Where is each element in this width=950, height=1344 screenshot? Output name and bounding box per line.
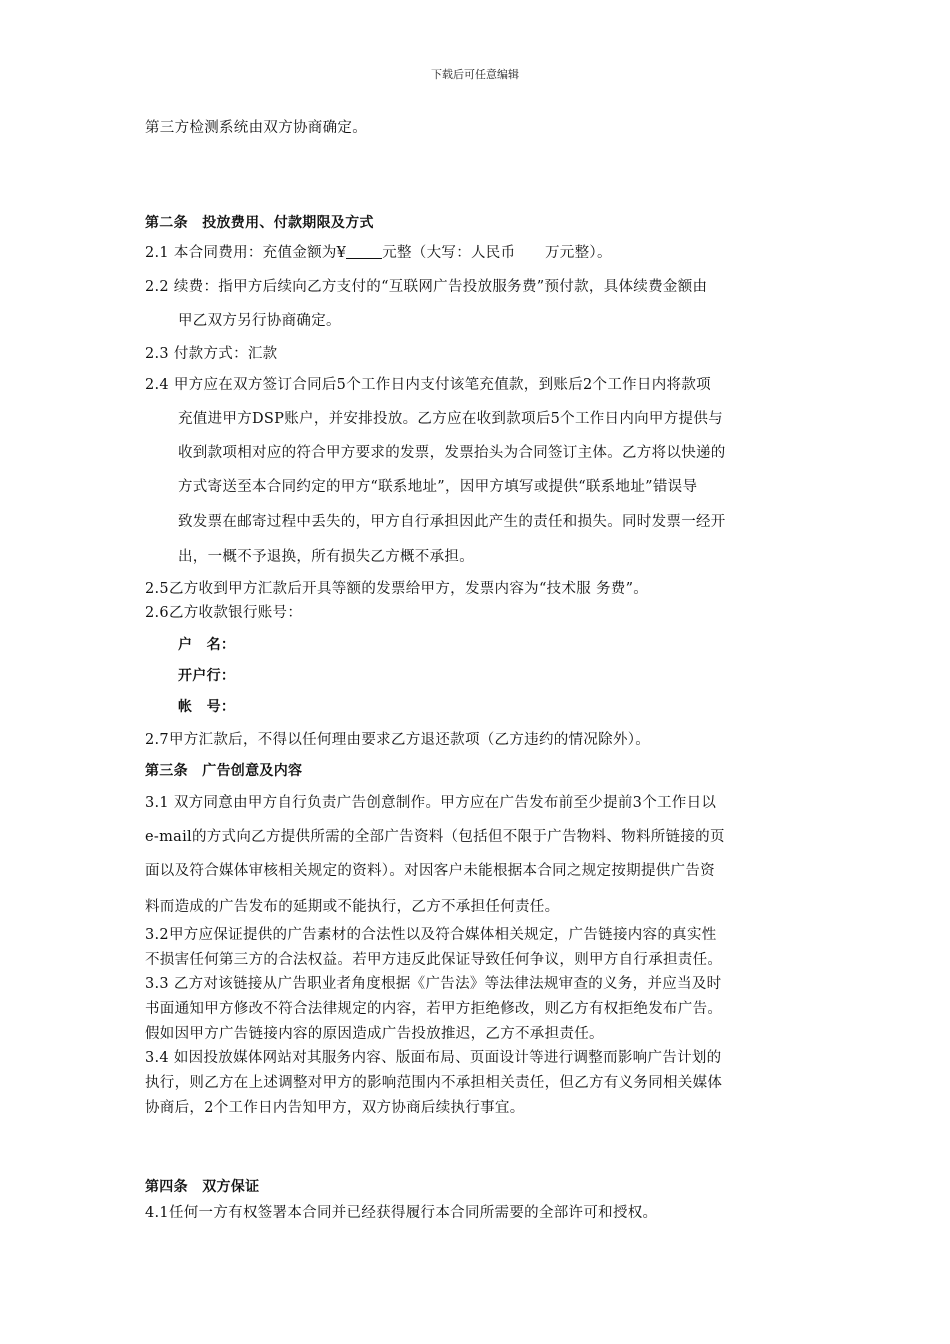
article-4-heading: 第四条 双方保证: [145, 1179, 260, 1195]
article-2-heading: 第二条 投放费用、付款期限及方式: [145, 215, 374, 231]
clause-2-4-line: 2.4 甲方应在双方签订合同后5个工作日内支付该笔充值款，到账后2个工作日内将款项: [145, 377, 711, 393]
clause-2-5: 2.5乙方收到甲方汇款后开具等额的发票给甲方，发票内容为“技术服 务费”。: [145, 581, 649, 597]
bank-name-label: 开户行：: [178, 668, 236, 684]
clause-4-1: 4.1任何一方有权签署本合同并已经获得履行本合同所需要的全部许可和授权。: [145, 1205, 658, 1221]
clause-3-4-line: 3.4 如因投放媒体网站对其服务内容、版面布局、页面设计等进行调整而影响广告计划的: [145, 1050, 722, 1066]
clause-3-2-line: 3.2甲方应保证提供的广告素材的合法性以及符合媒体相关规定，广告链接内容的真实性: [145, 927, 717, 943]
clause-2-4-line: 致发票在邮寄过程中丢失的，甲方自行承担因此产生的责任和损失。同时发票一经开: [178, 514, 726, 530]
clause-3-3-line: 书面通知甲方修改不符合法律规定的内容，若甲方拒绝修改，则乙方有权拒绝发布广告。: [145, 1001, 723, 1017]
clause-3-2-line: 不损害任何第三方的合法权益。若甲方违反此保证导致任何争议，则甲方自行承担责任。: [145, 952, 723, 968]
clause-3-3-line: 3.3 乙方对该链接从广告职业者角度根据《广告法》等法律法规审查的义务，并应当及时: [145, 976, 722, 992]
clause-3-1-line: 3.1 双方同意由甲方自行负责广告创意制作。甲方应在广告发布前至少提前3个工作日以: [145, 795, 717, 811]
clause-3-4-line: 执行，则乙方在上述调整对甲方的影响范围内不承担相关责任，但乙方有义务同相关媒体: [145, 1075, 723, 1091]
clause-2-1-pre: 2.1 本合同费用：充值金额为¥: [145, 245, 347, 261]
clause-2-6: 2.6乙方收款银行账号：: [145, 605, 303, 621]
intro-text: 第三方检测系统由双方协商确定。: [145, 120, 367, 136]
bank-account-name-label: 户 名：: [178, 637, 236, 653]
clause-2-1: [145, 243, 810, 263]
clause-2-7: 2.7甲方汇款后，不得以任何理由要求乙方退还款项（乙方违约的情况除外）。: [145, 732, 651, 748]
clause-3-3-line: 假如因甲方广告链接内容的原因造成广告投放推迟，乙方不承担责任。: [145, 1026, 604, 1042]
clause-3-1-line: e-mail的方式向乙方提供所需的全部广告资料（包括但不限于广告物料、物料所链接的页: [145, 829, 725, 845]
clause-2-4-line: 方式寄送至本合同约定的甲方“联系地址”，因甲方填写或提供“联系地址”错误导: [178, 479, 698, 495]
article-3-heading: 第三条 广告创意及内容: [145, 763, 303, 779]
clause-3-1-line: 面以及符合媒体审核相关规定的资料）。对因客户未能根据本合同之规定按期提供广告资: [145, 863, 715, 879]
clause-2-2-line: 2.2 续费：指甲方后续向乙方支付的“互联网广告投放服务费”预付款，具体续费金额由: [145, 279, 708, 295]
clause-2-4-line: 收到款项相对应的符合甲方要求的发票，发票抬头为合同签订主体。乙方将以快递的: [178, 445, 726, 461]
clause-2-4-line: 充值进甲方DSP账户，并安排投放。乙方应在收到款项后5个工作日内向甲方提供与: [178, 411, 723, 427]
clause-3-4-line: 协商后，2个工作日内告知甲方，双方协商后续执行事宜。: [145, 1100, 525, 1116]
page-header: 下载后可任意编辑: [431, 68, 519, 81]
bank-account-number-label: 帐 号：: [178, 699, 236, 715]
clause-2-4-line: 出，一概不予退换，所有损失乙方概不承担。: [178, 549, 474, 565]
clause-2-3: 2.3 付款方式：汇款: [145, 346, 278, 362]
clause-2-2-line: 甲乙双方另行协商确定。: [178, 313, 341, 329]
amount-blank: [346, 244, 382, 259]
clause-3-1-line: 料而造成的广告发布的延期或不能执行，乙方不承担任何责任。: [145, 899, 560, 915]
clause-2-1-post: 元整（大写：人民币 万元整）。: [382, 245, 612, 261]
